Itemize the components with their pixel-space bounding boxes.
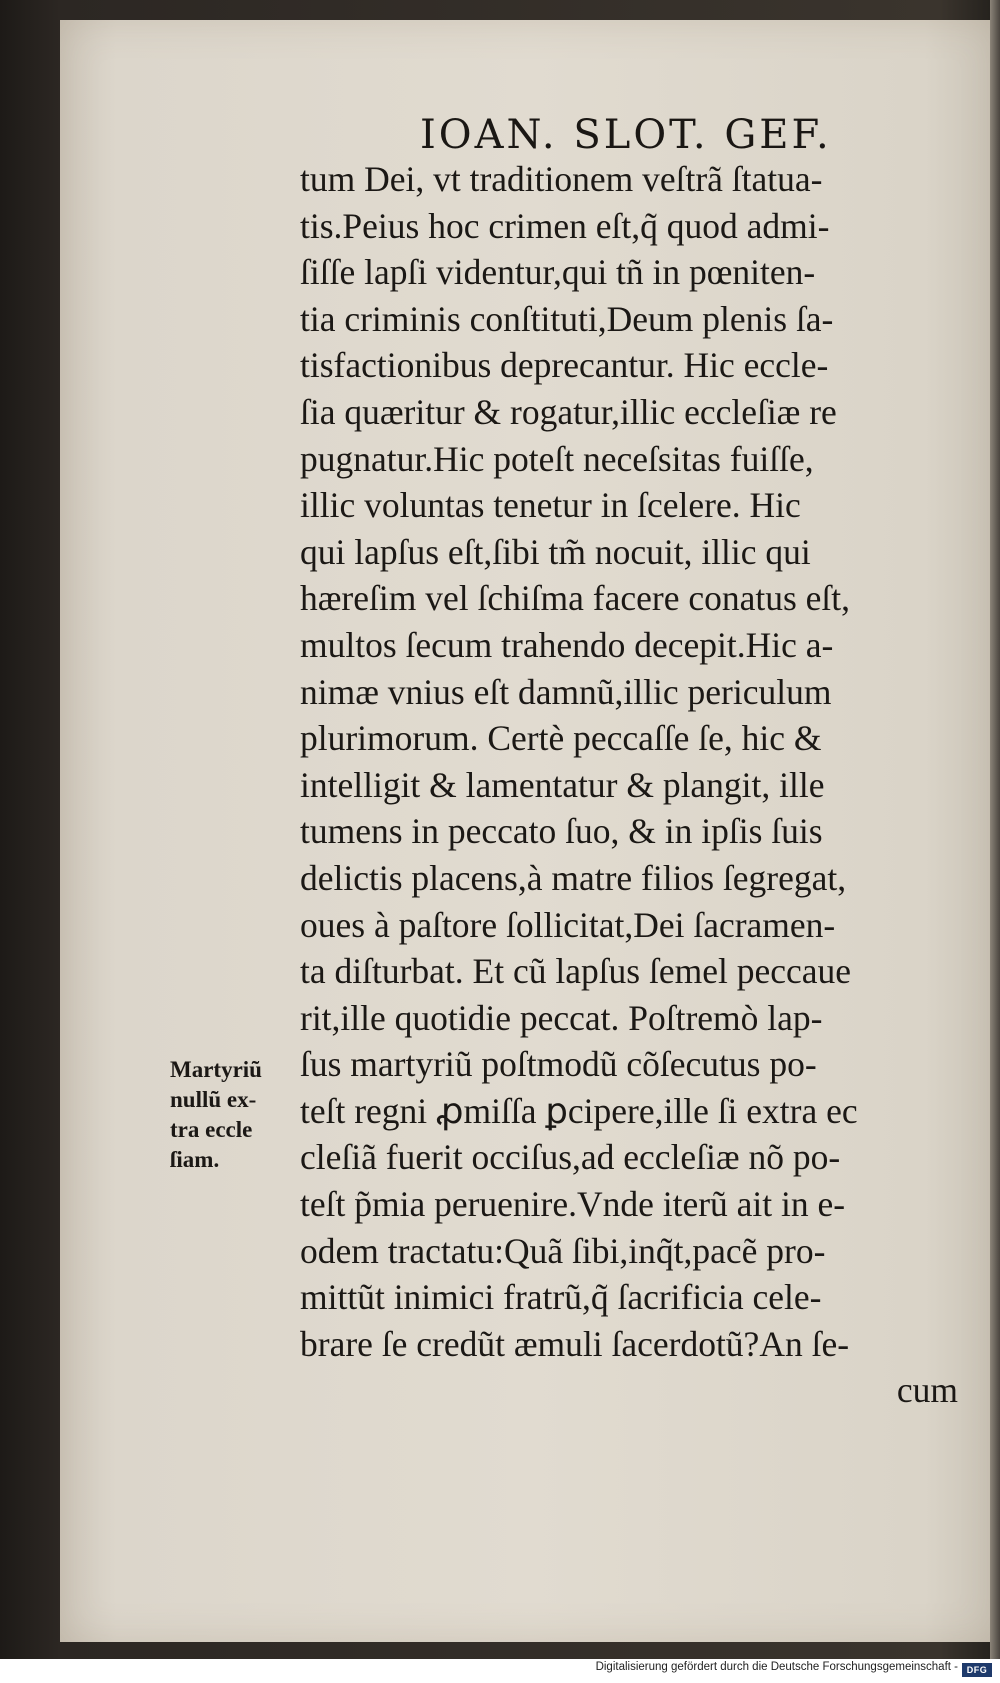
text-line: ta diſturbat. Et cũ lapſus ſemel peccaue: [300, 951, 852, 992]
text-line: odem tractatu:Quã ſibi,inq̃t,pacẽ pro-: [300, 1230, 826, 1271]
marginal-note-line: nullũ ex-: [170, 1087, 257, 1112]
text-line: tum Dei, vt traditionem veſtrã ſtatua-: [300, 159, 823, 199]
text-line: teſt regni ꝓmiſſa ꝑcipere,ille ſi extra ec: [300, 1090, 858, 1131]
marginal-note-line: ſiam.: [170, 1147, 220, 1172]
text-line: intelligit & lamentatur & plangit, ille: [300, 764, 825, 805]
text-line: plurimorum. Certè peccaſſe ſe, hic &: [300, 718, 822, 759]
text-line: pugnatur.Hic poteſt neceſsitas fuiſſe,: [300, 438, 814, 479]
text-line: cleſiã fuerit occiſus,ad eccleſiæ nõ po-: [300, 1137, 841, 1178]
text-line: tia criminis conſtituti,Deum plenis ſa-: [300, 298, 834, 339]
running-head: IOAN. SLOT. GEF.: [420, 112, 832, 158]
dfg-logo-icon: DFG: [962, 1663, 992, 1677]
marginal-note-line: tra eccle: [170, 1117, 253, 1142]
text-line: tumens in peccato ſuo, & in ipſis ſuis: [300, 811, 823, 852]
text-line: qui lapſus eſt,ſibi tm̃ nocuit, illic qui: [300, 531, 811, 572]
text-line: ſia quæritur & rogatur,illic eccleſiæ re: [300, 391, 837, 432]
footer-credit: Digitalisierung gefördert durch die Deutsche Forschungsgemeinschaft -: [595, 1661, 958, 1673]
body-text: [300, 156, 968, 1414]
text-line: ſus martyriũ poſtmodũ cõſecutus po-: [300, 1044, 817, 1085]
text-line: oues à paſtore ſollicitat,Dei ſacramen-: [300, 904, 836, 945]
text-line: mittũt inimici fratrũ,q̃ ſacrificia cele-: [300, 1277, 822, 1318]
text-line: delictis placens,à matre filios ſegregat,: [300, 857, 847, 898]
text-line: illic voluntas tenetur in ſcelere. Hic: [300, 485, 801, 526]
text-line: ſiſſe lapſi videntur,qui tñ in pœniten-: [300, 252, 816, 293]
text-line: hæreſim vel ſchiſma facere conatus eſt,: [300, 578, 851, 619]
text-line: nimæ vnius eſt damnũ,illic periculum: [300, 671, 832, 712]
marginal-note-line: Martyriũ: [170, 1057, 262, 1082]
text-line: tis.Peius hoc crimen eſt,q̃ quod admi-: [300, 205, 830, 246]
book-edge: [990, 0, 1000, 1683]
footer-bar: [0, 1659, 1000, 1683]
text-line: tisfactionibus deprecantur. Hic eccle-: [300, 345, 829, 386]
catchword: cum: [896, 1370, 958, 1411]
text-line: multos ſecum trahendo decepit.Hic a-: [300, 624, 834, 665]
text-line: brare ſe credũt æmuli ſacerdotũ?An ſe-: [300, 1323, 850, 1364]
text-line: teſt p̃mia peruenire.Vnde iterũ ait in e-: [300, 1184, 846, 1225]
text-line: rit,ille quotidie peccat. Poſtremò lap-: [300, 997, 823, 1038]
marginal-note: [170, 1055, 310, 1175]
